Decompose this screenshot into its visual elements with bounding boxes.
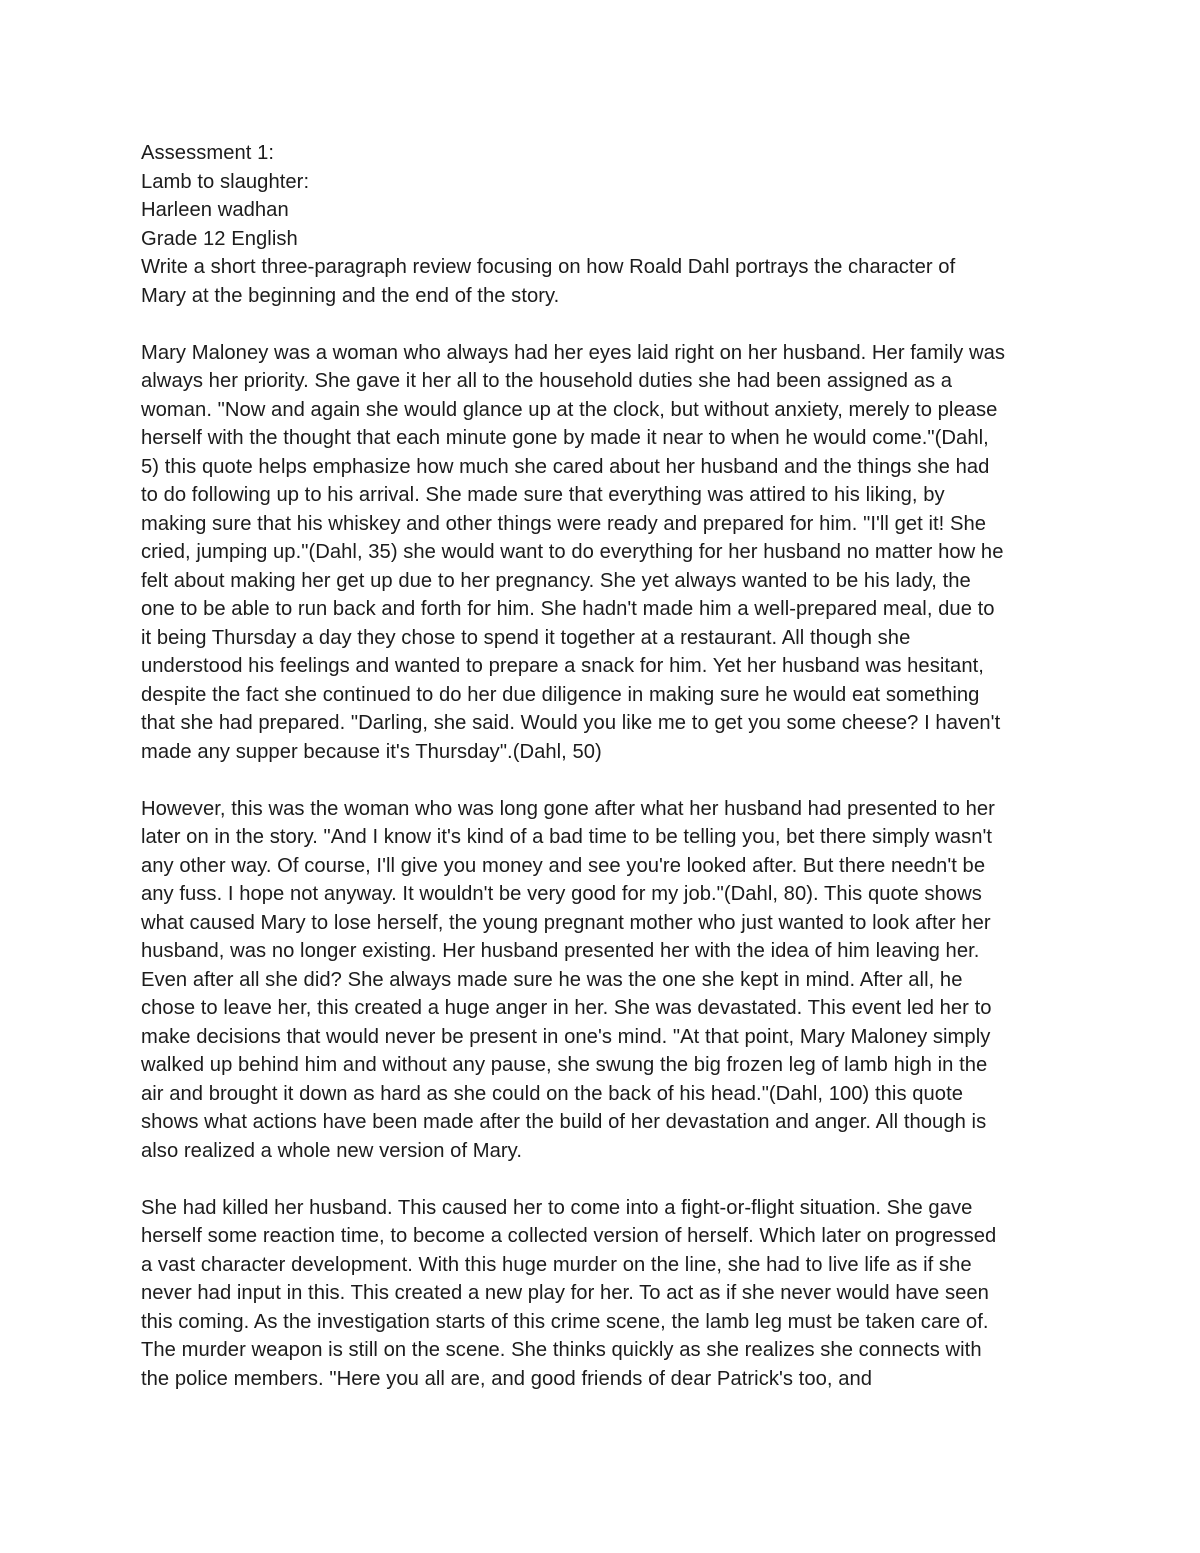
text-line: 5) this quote helps emphasize how much she cared about her husband and the things she had xyxy=(141,455,990,478)
document-body xyxy=(141,139,1071,1393)
text-line: it being Thursday a day they chose to spend it together at a restaurant. All though she xyxy=(141,626,911,649)
text-line: understood his feelings and wanted to prepare a snack for him. Yet her husband was hesitant, xyxy=(141,655,984,677)
text-line: shows what actions have been made after the build of her devastation and anger. All though is xyxy=(141,1111,987,1133)
text-line: husband, was no longer existing. Her husband presented her with the idea of him leaving her. xyxy=(141,940,980,962)
grade-course: Grade 12 English xyxy=(141,227,298,250)
text-line: always her priority. She gave it her all to the household duties she had been assigned as a xyxy=(141,370,953,392)
text-line: the police members. "Here you all are, and good friends of dear Patrick's too, and xyxy=(141,1367,873,1390)
text-line: any other way. Of course, I'll give you money and see you're looked after. But there needn't be xyxy=(141,854,986,877)
paragraph-gap xyxy=(141,766,1071,795)
text-line: However, this was the woman who was long gone after what her husband had presented to her xyxy=(141,797,995,820)
paragraph-1 xyxy=(141,339,1071,767)
text-line: that she had prepared. "Darling, she said. Would you like me to get you some cheese? I haven't xyxy=(141,712,1001,734)
paragraph-gap xyxy=(141,310,1071,339)
text-line: chose to leave her, this created a huge anger in her. She was devastated. This event led her to xyxy=(141,997,992,1019)
text-line: air and brought it down as hard as she could on the back of his head."(Dahl, 100) this quote xyxy=(141,1082,964,1105)
assignment-prompt-line: Write a short three-paragraph review focusing on how Roald Dahl portrays the character of xyxy=(141,256,956,278)
paragraph-2 xyxy=(141,795,1071,1166)
text-line: also realized a whole new version of Mary. xyxy=(141,1139,522,1162)
text-line: to do following up to his arrival. She made sure that everything was attired to his liking, by xyxy=(141,484,945,506)
text-line: She had killed her husband. This caused her to come into a fight-or-flight situation. She gave xyxy=(141,1196,973,1219)
text-line: herself some reaction time, to become a collected version of herself. Which later on progressed xyxy=(141,1225,997,1247)
paragraph-3 xyxy=(141,1194,1071,1394)
text-line: this coming. As the investigation starts of this crime scene, the lamb leg must be taken care of. xyxy=(141,1310,989,1333)
assignment-prompt-line: Mary at the beginning and the end of the story. xyxy=(141,284,560,307)
text-line: any fuss. I hope not anyway. It wouldn't be very good for my job."(Dahl, 80). This quote shows xyxy=(141,883,982,905)
text-line: walked up behind him and without any pause, she swung the big frozen leg of lamb high in the xyxy=(141,1054,988,1076)
text-line: one to be able to run back and forth for him. She hadn't made him a well-prepared meal, due to xyxy=(141,598,995,620)
assessment-label: Assessment 1: xyxy=(141,142,275,164)
text-line: cried, jumping up."(Dahl, 35) she would want to do everything for her husband no matter how he xyxy=(141,541,1004,563)
story-title: Lamb to slaughter: xyxy=(141,170,310,193)
text-line: despite the fact she continued to do her due diligence in making sure he would eat something xyxy=(141,683,980,706)
text-line: herself with the thought that each minute gone by made it near to when he would come."(Dahl, xyxy=(141,427,989,449)
text-line: made any supper because it's Thursday".(Dahl, 50) xyxy=(141,740,602,763)
text-line: Mary Maloney was a woman who always had her eyes laid right on her husband. Her family was xyxy=(141,341,1005,364)
text-line: later on in the story. "And I know it's kind of a bad time to be telling you, bet there simply wasn't xyxy=(141,826,993,848)
text-line: making sure that his whiskey and other things were ready and prepared for him. "I'll get it! She xyxy=(141,512,987,535)
author-name: Harleen wadhan xyxy=(141,199,289,221)
text-line: a vast character development. With this huge murder on the line, she had to live life as if she xyxy=(141,1253,972,1276)
text-line: felt about making her get up due to her pregnancy. She yet always wanted to be his lady, the xyxy=(141,569,971,592)
text-line: The murder weapon is still on the scene. She thinks quickly as she realizes she connects with xyxy=(141,1339,982,1361)
text-line: make decisions that would never be present in one's mind. "At that point, Mary Maloney simply xyxy=(141,1025,991,1048)
text-line: what caused Mary to lose herself, the young pregnant mother who just wanted to look after her xyxy=(141,911,991,934)
text-line: never had input in this. This created a new play for her. To act as if she never would have seen xyxy=(141,1282,989,1304)
paragraph-gap xyxy=(141,1165,1071,1194)
text-line: Even after all she did? She always made sure he was the one she kept in mind. After all, he xyxy=(141,968,963,991)
text-line: woman. "Now and again she would glance up at the clock, but without anxiety, merely to please xyxy=(141,398,998,421)
